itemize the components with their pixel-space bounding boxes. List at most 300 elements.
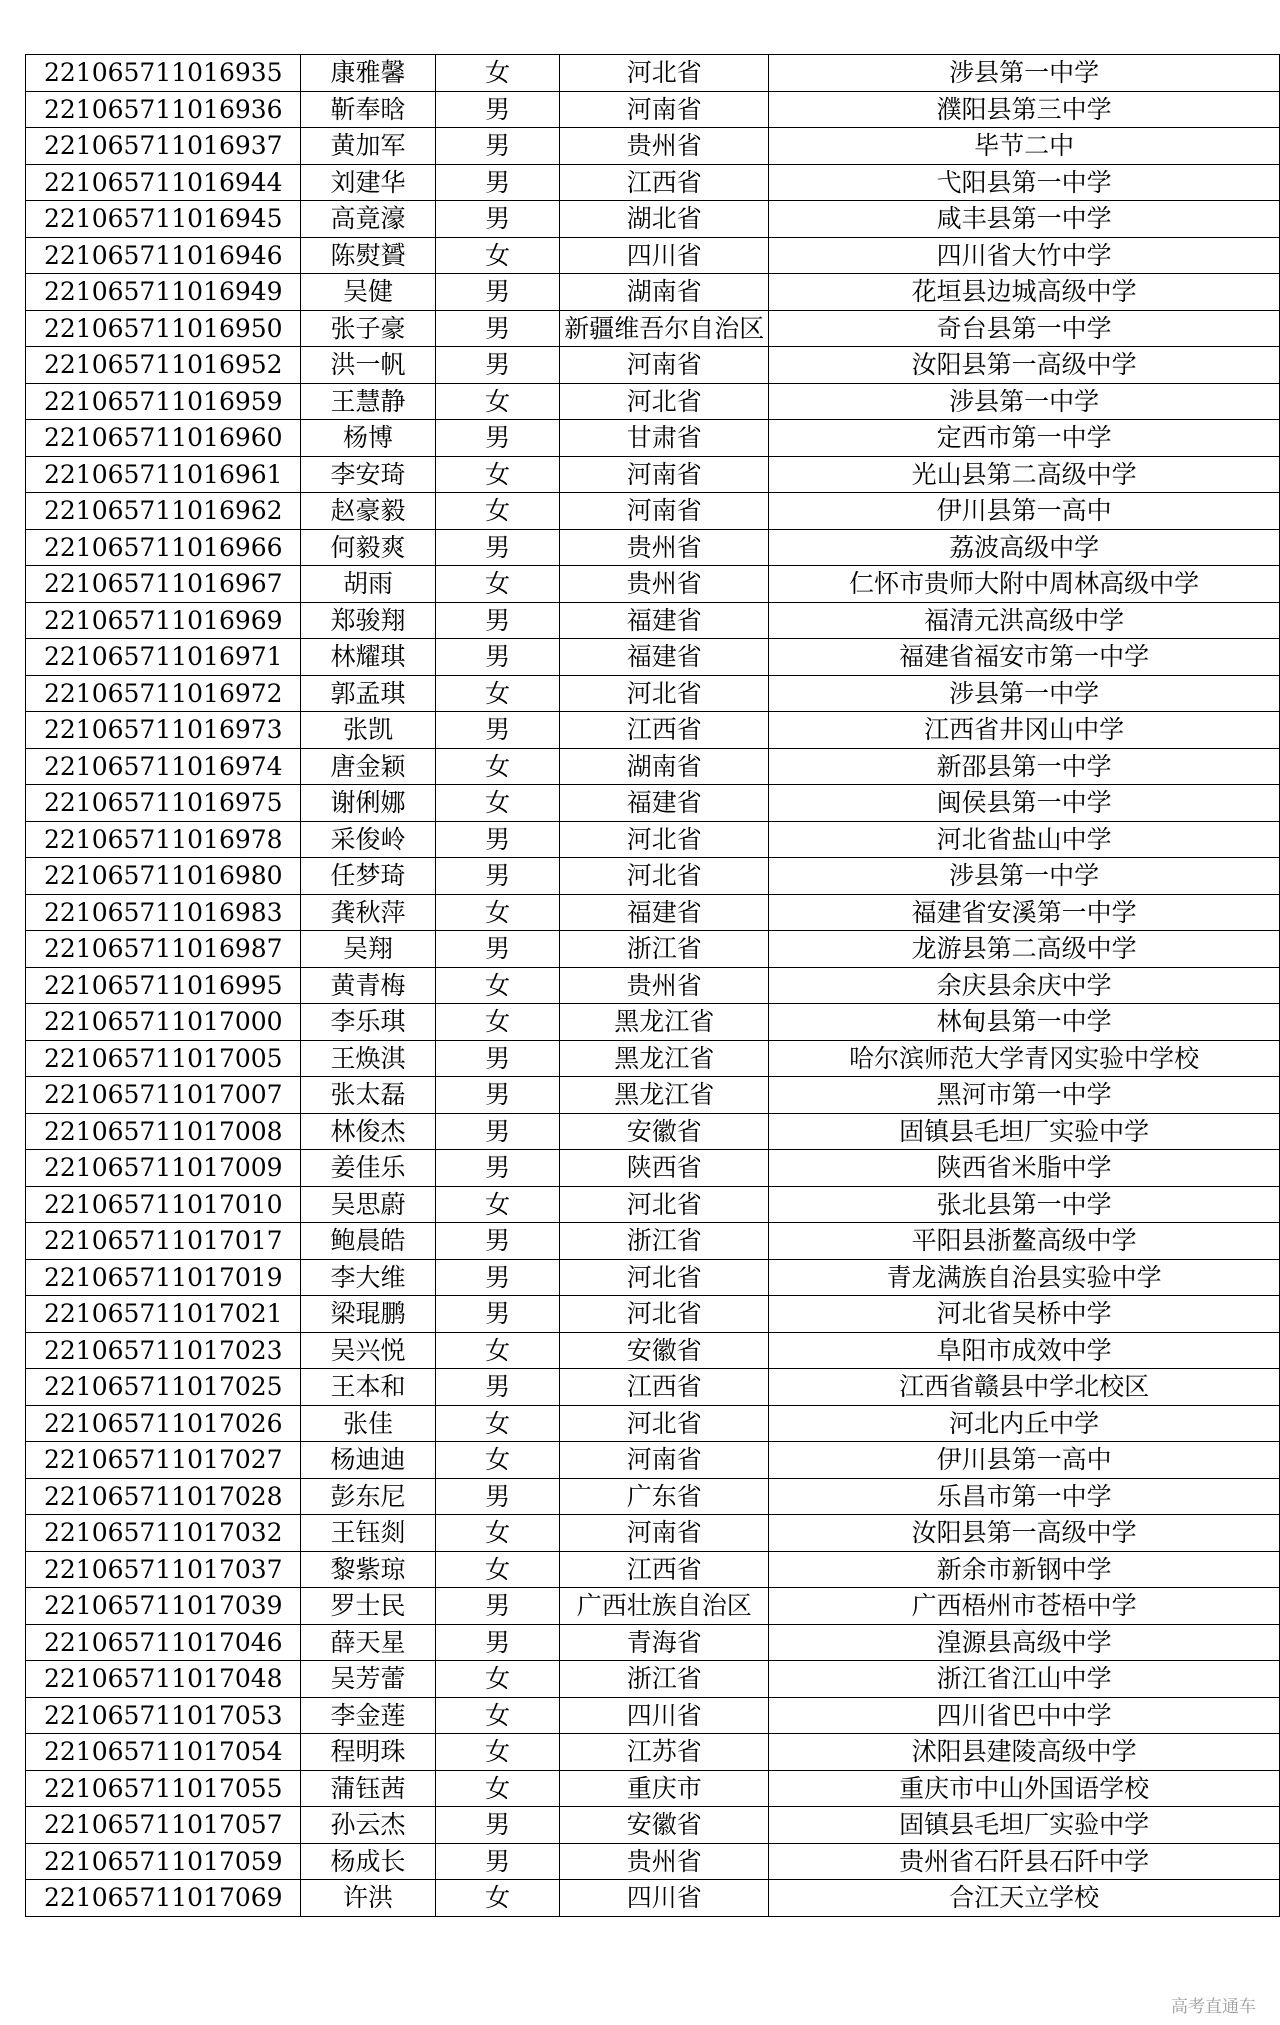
table-row [26, 164, 1280, 201]
table-row [26, 1588, 1280, 1625]
school-cell: 河北省盐山中学 [769, 821, 1280, 858]
table-row [26, 1770, 1280, 1807]
gender-cell: 男 [436, 1807, 560, 1844]
school-cell: 贵州省石阡县石阡中学 [769, 1843, 1280, 1880]
candidate-id-cell: 221065711016978 [26, 821, 301, 858]
candidate-id-cell: 221065711016962 [26, 493, 301, 530]
province-cell: 浙江省 [560, 1661, 769, 1698]
name-cell: 许洪 [300, 1880, 435, 1917]
table-row [26, 456, 1280, 493]
table-row [26, 91, 1280, 128]
school-cell: 伊川县第一高中 [769, 1442, 1280, 1479]
province-cell: 四川省 [560, 237, 769, 274]
province-cell: 江苏省 [560, 1734, 769, 1771]
candidate-id-cell: 221065711016945 [26, 201, 301, 238]
table-row [26, 1113, 1280, 1150]
candidate-id-cell: 221065711017032 [26, 1515, 301, 1552]
name-cell: 王焕淇 [300, 1040, 435, 1077]
candidate-id-cell: 221065711017007 [26, 1077, 301, 1114]
gender-cell: 男 [436, 1843, 560, 1880]
province-cell: 福建省 [560, 894, 769, 931]
name-cell: 王慧静 [300, 383, 435, 420]
school-cell: 光山县第二高级中学 [769, 456, 1280, 493]
school-cell: 新余市新钢中学 [769, 1551, 1280, 1588]
candidate-id-cell: 221065711017039 [26, 1588, 301, 1625]
province-cell: 江西省 [560, 1551, 769, 1588]
province-cell: 湖南省 [560, 748, 769, 785]
school-cell: 重庆市中山外国语学校 [769, 1770, 1280, 1807]
school-cell: 固镇县毛坦厂实验中学 [769, 1113, 1280, 1150]
school-cell: 沭阳县建陵高级中学 [769, 1734, 1280, 1771]
school-cell: 广西梧州市苍梧中学 [769, 1588, 1280, 1625]
gender-cell: 女 [436, 1880, 560, 1917]
school-cell: 江西省井冈山中学 [769, 712, 1280, 749]
table-row [26, 493, 1280, 530]
school-cell: 青龙满族自治县实验中学 [769, 1259, 1280, 1296]
candidate-id-cell: 221065711016995 [26, 967, 301, 1004]
province-cell: 甘肃省 [560, 420, 769, 457]
gender-cell: 女 [436, 1770, 560, 1807]
school-cell: 平阳县浙鳌高级中学 [769, 1223, 1280, 1260]
table-row [26, 1843, 1280, 1880]
gender-cell: 男 [436, 639, 560, 676]
candidate-id-cell: 221065711016969 [26, 602, 301, 639]
province-cell: 贵州省 [560, 1843, 769, 1880]
school-cell: 江西省赣县中学北校区 [769, 1369, 1280, 1406]
gender-cell: 男 [436, 1259, 560, 1296]
table-row [26, 931, 1280, 968]
candidate-id-cell: 221065711017059 [26, 1843, 301, 1880]
name-cell: 姜佳乐 [300, 1150, 435, 1187]
school-cell: 浙江省江山中学 [769, 1661, 1280, 1698]
name-cell: 郭孟琪 [300, 675, 435, 712]
province-cell: 重庆市 [560, 1770, 769, 1807]
name-cell: 李安琦 [300, 456, 435, 493]
table-row [26, 566, 1280, 603]
table-row [26, 128, 1280, 165]
table-row [26, 894, 1280, 931]
school-cell: 定西市第一中学 [769, 420, 1280, 457]
province-cell: 陕西省 [560, 1150, 769, 1187]
school-cell: 林甸县第一中学 [769, 1004, 1280, 1041]
admission-list-table [25, 54, 1280, 1917]
candidate-id-cell: 221065711017010 [26, 1186, 301, 1223]
school-cell: 固镇县毛坦厂实验中学 [769, 1807, 1280, 1844]
candidate-id-cell: 221065711016959 [26, 383, 301, 420]
name-cell: 杨成长 [300, 1843, 435, 1880]
gender-cell: 女 [436, 1551, 560, 1588]
name-cell: 高竟濠 [300, 201, 435, 238]
school-cell: 弋阳县第一中学 [769, 164, 1280, 201]
table-row [26, 201, 1280, 238]
gender-cell: 女 [436, 785, 560, 822]
name-cell: 林耀琪 [300, 639, 435, 676]
candidate-id-cell: 221065711017027 [26, 1442, 301, 1479]
gender-cell: 女 [436, 566, 560, 603]
gender-cell: 男 [436, 1588, 560, 1625]
school-cell: 哈尔滨师范大学青冈实验中学校 [769, 1040, 1280, 1077]
gender-cell: 女 [436, 1186, 560, 1223]
province-cell: 贵州省 [560, 967, 769, 1004]
province-cell: 四川省 [560, 1697, 769, 1734]
school-cell: 四川省大竹中学 [769, 237, 1280, 274]
gender-cell: 男 [436, 1113, 560, 1150]
table-row [26, 1624, 1280, 1661]
province-cell: 福建省 [560, 602, 769, 639]
name-cell: 张子豪 [300, 310, 435, 347]
gender-cell: 男 [436, 1077, 560, 1114]
table-row [26, 858, 1280, 895]
candidate-id-cell: 221065711017055 [26, 1770, 301, 1807]
school-cell: 余庆县余庆中学 [769, 967, 1280, 1004]
name-cell: 采俊岭 [300, 821, 435, 858]
name-cell: 蒲钰茜 [300, 1770, 435, 1807]
province-cell: 福建省 [560, 785, 769, 822]
watermark-text: 高考直通车 [1171, 1997, 1256, 2017]
table-row [26, 1551, 1280, 1588]
gender-cell: 女 [436, 1697, 560, 1734]
school-cell: 河北内丘中学 [769, 1405, 1280, 1442]
table-body [26, 55, 1280, 1917]
province-cell: 新疆维吾尔自治区 [560, 310, 769, 347]
school-cell: 合江天立学校 [769, 1880, 1280, 1917]
name-cell: 龚秋萍 [300, 894, 435, 931]
name-cell: 康雅馨 [300, 55, 435, 92]
candidate-id-cell: 221065711016961 [26, 456, 301, 493]
gender-cell: 男 [436, 602, 560, 639]
table-row [26, 1880, 1280, 1917]
candidate-id-cell: 221065711016946 [26, 237, 301, 274]
table-row [26, 55, 1280, 92]
gender-cell: 男 [436, 858, 560, 895]
school-cell: 陕西省米脂中学 [769, 1150, 1280, 1187]
candidate-id-cell: 221065711017008 [26, 1113, 301, 1150]
school-cell: 四川省巴中中学 [769, 1697, 1280, 1734]
school-cell: 涉县第一中学 [769, 675, 1280, 712]
candidate-id-cell: 221065711016975 [26, 785, 301, 822]
table-row [26, 1405, 1280, 1442]
gender-cell: 女 [436, 1004, 560, 1041]
name-cell: 王本和 [300, 1369, 435, 1406]
gender-cell: 男 [436, 274, 560, 311]
gender-cell: 男 [436, 347, 560, 384]
gender-cell: 男 [436, 1223, 560, 1260]
school-cell: 伊川县第一高中 [769, 493, 1280, 530]
name-cell: 张凯 [300, 712, 435, 749]
table-row [26, 1661, 1280, 1698]
school-cell: 新邵县第一中学 [769, 748, 1280, 785]
name-cell: 谢俐娜 [300, 785, 435, 822]
province-cell: 湖北省 [560, 201, 769, 238]
province-cell: 河北省 [560, 858, 769, 895]
candidate-id-cell: 221065711016967 [26, 566, 301, 603]
gender-cell: 女 [436, 456, 560, 493]
gender-cell: 女 [436, 894, 560, 931]
gender-cell: 女 [436, 1515, 560, 1552]
candidate-id-cell: 221065711017053 [26, 1697, 301, 1734]
school-cell: 涉县第一中学 [769, 858, 1280, 895]
gender-cell: 女 [436, 1442, 560, 1479]
province-cell: 河北省 [560, 1405, 769, 1442]
school-cell: 奇台县第一中学 [769, 310, 1280, 347]
school-cell: 荔波高级中学 [769, 529, 1280, 566]
province-cell: 青海省 [560, 1624, 769, 1661]
name-cell: 靳奉晗 [300, 91, 435, 128]
candidate-id-cell: 221065711017037 [26, 1551, 301, 1588]
province-cell: 浙江省 [560, 931, 769, 968]
table-row [26, 347, 1280, 384]
name-cell: 张佳 [300, 1405, 435, 1442]
table-row [26, 1332, 1280, 1369]
name-cell: 张太磊 [300, 1077, 435, 1114]
province-cell: 河南省 [560, 347, 769, 384]
name-cell: 吴兴悦 [300, 1332, 435, 1369]
name-cell: 黄加军 [300, 128, 435, 165]
table-row [26, 1223, 1280, 1260]
school-cell: 闽侯县第一中学 [769, 785, 1280, 822]
name-cell: 吴芳蕾 [300, 1661, 435, 1698]
name-cell: 黄青梅 [300, 967, 435, 1004]
school-cell: 湟源县高级中学 [769, 1624, 1280, 1661]
school-cell: 涉县第一中学 [769, 383, 1280, 420]
gender-cell: 女 [436, 1734, 560, 1771]
candidate-id-cell: 221065711017021 [26, 1296, 301, 1333]
name-cell: 李金莲 [300, 1697, 435, 1734]
candidate-id-cell: 221065711017000 [26, 1004, 301, 1041]
name-cell: 吴健 [300, 274, 435, 311]
school-cell: 乐昌市第一中学 [769, 1478, 1280, 1515]
table-row [26, 639, 1280, 676]
name-cell: 吴翔 [300, 931, 435, 968]
candidate-id-cell: 221065711017028 [26, 1478, 301, 1515]
name-cell: 黎紫琼 [300, 1551, 435, 1588]
name-cell: 唐金颖 [300, 748, 435, 785]
table-row [26, 1442, 1280, 1479]
table-row [26, 529, 1280, 566]
table-row [26, 1478, 1280, 1515]
candidate-id-cell: 221065711016935 [26, 55, 301, 92]
table-row [26, 383, 1280, 420]
table-row [26, 1186, 1280, 1223]
province-cell: 湖南省 [560, 274, 769, 311]
candidate-id-cell: 221065711017026 [26, 1405, 301, 1442]
table-row [26, 274, 1280, 311]
table-row [26, 821, 1280, 858]
table-row [26, 1296, 1280, 1333]
gender-cell: 女 [436, 383, 560, 420]
province-cell: 广西壮族自治区 [560, 1588, 769, 1625]
gender-cell: 男 [436, 712, 560, 749]
gender-cell: 男 [436, 128, 560, 165]
name-cell: 程明珠 [300, 1734, 435, 1771]
province-cell: 河北省 [560, 55, 769, 92]
candidate-id-cell: 221065711016949 [26, 274, 301, 311]
table-row [26, 967, 1280, 1004]
table-row [26, 1697, 1280, 1734]
school-cell: 涉县第一中学 [769, 55, 1280, 92]
gender-cell: 男 [436, 1150, 560, 1187]
name-cell: 罗士民 [300, 1588, 435, 1625]
name-cell: 杨博 [300, 420, 435, 457]
name-cell: 胡雨 [300, 566, 435, 603]
province-cell: 河北省 [560, 383, 769, 420]
table-row [26, 1004, 1280, 1041]
province-cell: 黑龙江省 [560, 1004, 769, 1041]
province-cell: 河南省 [560, 493, 769, 530]
school-cell: 毕节二中 [769, 128, 1280, 165]
province-cell: 河北省 [560, 1296, 769, 1333]
name-cell: 吴思蔚 [300, 1186, 435, 1223]
name-cell: 何毅爽 [300, 529, 435, 566]
province-cell: 安徽省 [560, 1332, 769, 1369]
province-cell: 江西省 [560, 712, 769, 749]
table-row [26, 602, 1280, 639]
gender-cell: 男 [436, 821, 560, 858]
candidate-id-cell: 221065711017046 [26, 1624, 301, 1661]
name-cell: 梁琨鹏 [300, 1296, 435, 1333]
school-cell: 张北县第一中学 [769, 1186, 1280, 1223]
school-cell: 福建省福安市第一中学 [769, 639, 1280, 676]
candidate-id-cell: 221065711016944 [26, 164, 301, 201]
province-cell: 四川省 [560, 1880, 769, 1917]
candidate-id-cell: 221065711017057 [26, 1807, 301, 1844]
province-cell: 河北省 [560, 1186, 769, 1223]
table-row [26, 310, 1280, 347]
school-cell: 福清元洪高级中学 [769, 602, 1280, 639]
school-cell: 龙游县第二高级中学 [769, 931, 1280, 968]
school-cell: 濮阳县第三中学 [769, 91, 1280, 128]
school-cell: 汝阳县第一高级中学 [769, 1515, 1280, 1552]
name-cell: 杨迪迪 [300, 1442, 435, 1479]
candidate-id-cell: 221065711016987 [26, 931, 301, 968]
gender-cell: 女 [436, 493, 560, 530]
gender-cell: 女 [436, 748, 560, 785]
gender-cell: 男 [436, 310, 560, 347]
table-row [26, 1734, 1280, 1771]
candidate-id-cell: 221065711017009 [26, 1150, 301, 1187]
table-row [26, 1077, 1280, 1114]
candidate-id-cell: 221065711016950 [26, 310, 301, 347]
name-cell: 郑骏翔 [300, 602, 435, 639]
province-cell: 河南省 [560, 456, 769, 493]
table-row [26, 420, 1280, 457]
candidate-id-cell: 221065711016937 [26, 128, 301, 165]
gender-cell: 女 [436, 237, 560, 274]
gender-cell: 男 [436, 931, 560, 968]
province-cell: 河南省 [560, 1515, 769, 1552]
table-row [26, 1807, 1280, 1844]
table-row [26, 1259, 1280, 1296]
gender-cell: 女 [436, 55, 560, 92]
province-cell: 河南省 [560, 91, 769, 128]
gender-cell: 男 [436, 1624, 560, 1661]
candidate-id-cell: 221065711017019 [26, 1259, 301, 1296]
province-cell: 浙江省 [560, 1223, 769, 1260]
province-cell: 河北省 [560, 821, 769, 858]
candidate-id-cell: 221065711016971 [26, 639, 301, 676]
gender-cell: 男 [436, 529, 560, 566]
gender-cell: 女 [436, 1661, 560, 1698]
province-cell: 江西省 [560, 164, 769, 201]
candidate-id-cell: 221065711017054 [26, 1734, 301, 1771]
candidate-id-cell: 221065711016980 [26, 858, 301, 895]
name-cell: 鲍晨皓 [300, 1223, 435, 1260]
candidate-id-cell: 221065711016966 [26, 529, 301, 566]
gender-cell: 男 [436, 91, 560, 128]
province-cell: 安徽省 [560, 1113, 769, 1150]
candidate-id-cell: 221065711016960 [26, 420, 301, 457]
province-cell: 河北省 [560, 1259, 769, 1296]
table-row [26, 1150, 1280, 1187]
province-cell: 河北省 [560, 675, 769, 712]
candidate-id-cell: 221065711016974 [26, 748, 301, 785]
candidate-id-cell: 221065711016972 [26, 675, 301, 712]
province-cell: 贵州省 [560, 128, 769, 165]
school-cell: 汝阳县第一高级中学 [769, 347, 1280, 384]
table-row [26, 748, 1280, 785]
school-cell: 咸丰县第一中学 [769, 201, 1280, 238]
province-cell: 安徽省 [560, 1807, 769, 1844]
candidate-id-cell: 221065711017048 [26, 1661, 301, 1698]
table-row [26, 785, 1280, 822]
province-cell: 河南省 [560, 1442, 769, 1479]
candidate-id-cell: 221065711017069 [26, 1880, 301, 1917]
candidate-id-cell: 221065711016973 [26, 712, 301, 749]
school-cell: 河北省吴桥中学 [769, 1296, 1280, 1333]
gender-cell: 男 [436, 201, 560, 238]
name-cell: 洪一帆 [300, 347, 435, 384]
name-cell: 孙云杰 [300, 1807, 435, 1844]
name-cell: 赵豪毅 [300, 493, 435, 530]
table-row [26, 237, 1280, 274]
table-row [26, 712, 1280, 749]
name-cell: 薛天星 [300, 1624, 435, 1661]
name-cell: 王钰剡 [300, 1515, 435, 1552]
gender-cell: 女 [436, 1405, 560, 1442]
table-row [26, 1369, 1280, 1406]
table-row [26, 1040, 1280, 1077]
gender-cell: 男 [436, 1296, 560, 1333]
province-cell: 黑龙江省 [560, 1077, 769, 1114]
school-cell: 阜阳市成效中学 [769, 1332, 1280, 1369]
candidate-id-cell: 221065711017005 [26, 1040, 301, 1077]
school-cell: 黑河市第一中学 [769, 1077, 1280, 1114]
school-cell: 花垣县边城高级中学 [769, 274, 1280, 311]
name-cell: 李大维 [300, 1259, 435, 1296]
province-cell: 福建省 [560, 639, 769, 676]
name-cell: 任梦琦 [300, 858, 435, 895]
province-cell: 广东省 [560, 1478, 769, 1515]
name-cell: 李乐琪 [300, 1004, 435, 1041]
gender-cell: 男 [436, 164, 560, 201]
gender-cell: 女 [436, 675, 560, 712]
gender-cell: 男 [436, 1478, 560, 1515]
school-cell: 仁怀市贵师大附中周林高级中学 [769, 566, 1280, 603]
candidate-id-cell: 221065711017017 [26, 1223, 301, 1260]
name-cell: 彭东尼 [300, 1478, 435, 1515]
name-cell: 林俊杰 [300, 1113, 435, 1150]
gender-cell: 女 [436, 967, 560, 1004]
gender-cell: 女 [436, 1332, 560, 1369]
gender-cell: 男 [436, 420, 560, 457]
candidate-id-cell: 221065711017025 [26, 1369, 301, 1406]
candidate-id-cell: 221065711016936 [26, 91, 301, 128]
gender-cell: 男 [436, 1369, 560, 1406]
table-row [26, 1515, 1280, 1552]
province-cell: 贵州省 [560, 529, 769, 566]
candidate-id-cell: 221065711016983 [26, 894, 301, 931]
province-cell: 江西省 [560, 1369, 769, 1406]
